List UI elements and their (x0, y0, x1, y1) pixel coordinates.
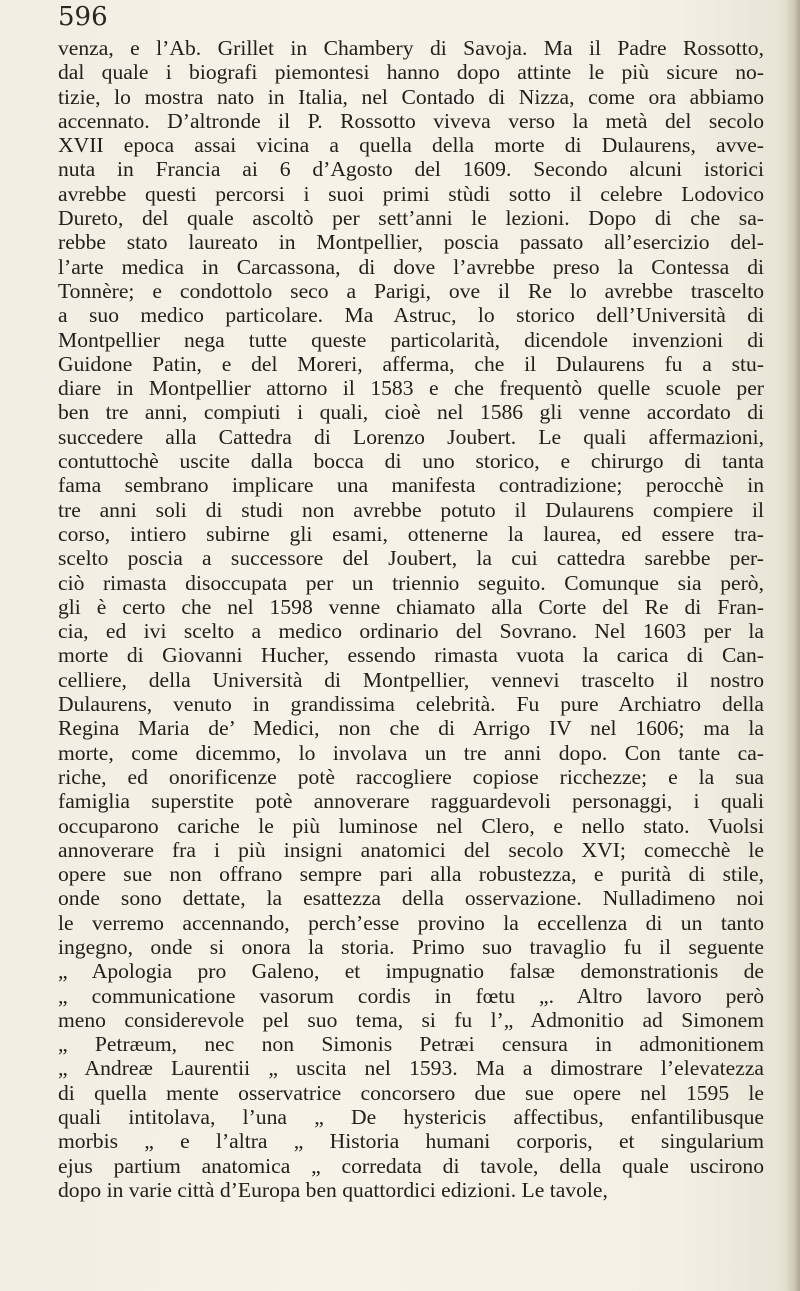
text-line: avrebbe questi percorsi i suoi primi stùdi sotto il celebre Lodovico (58, 181, 764, 206)
text-line: cia, ed ivi scelto a medico ordinario del Sovrano. Nel 1603 per la (58, 619, 764, 644)
text-line: opere sue non offrano sempre pari alla robustezza, e purità di stile, (58, 862, 764, 887)
text-line: Dureto, del quale ascoltò per sett’anni le lezioni. Dopo di che sa- (58, 206, 764, 231)
text-line: scelto poscia a successore del Joubert, la cui cattedra sarebbe per- (58, 546, 764, 571)
text-line: ejus partium anatomica „ corredata di tavole, della quale uscirono (58, 1153, 764, 1178)
text-line: Tonnère; e condottolo seco a Parigi, ove il Re lo avrebbe trascelto (58, 278, 764, 303)
text-line: ingegno, onde si onora la storia. Primo suo travaglio fu il seguente (58, 934, 764, 959)
text-line: nuta in Francia ai 6 d’Agosto del 1609. Secondo alcuni istorici (58, 157, 764, 182)
text-line: „ Apologia pro Galeno, et impugnatio falsæ demonstrationis de (58, 959, 764, 984)
text-line: Montpellier nega tutte queste particolarità, dicendole invenzioni di (58, 327, 764, 352)
text-line: fama sembrano implicare una manifesta contradizione; perocchè in (58, 473, 764, 498)
text-line: gli è certo che nel 1598 venne chiamato alla Corte del Re di Fran- (58, 594, 764, 619)
text-line: annoverare fra i più insigni anatomici del secolo XVI; comecchè le (58, 837, 764, 862)
text-line: dal quale i biografi piemontesi hanno dopo attinte le più sicure no- (58, 60, 764, 85)
text-line: diare in Montpellier attorno il 1583 e che frequentò quelle scuole per (58, 376, 764, 401)
page-number: 596 (58, 2, 108, 32)
text-line: l’arte medica in Carcassona, di dove l’avrebbe preso la Contessa di (58, 254, 764, 279)
text-line: famiglia superstite potè annoverare ragguardevoli personaggi, i quali (58, 789, 764, 814)
text-line: Dulaurens, venuto in grandissima celebrità. Fu pure Archiatro della (58, 692, 764, 717)
text-line: ciò rimasta disoccupata per un triennio seguito. Comunque sia però, (58, 570, 764, 595)
text-line: morte di Giovanni Hucher, essendo rimasta vuota la carica di Can- (58, 643, 764, 668)
text-line: le verremo accennando, perch’esse provino la eccellenza di un tanto (58, 910, 764, 935)
text-line: meno considerevole pel suo tema, si fu l’„ Admonitio ad Simonem (58, 1007, 764, 1032)
text-line: a suo medico particolare. Ma Astruc, lo storico dell’Università di (58, 303, 764, 328)
text-line: succedere alla Cattedra di Lorenzo Joubert. Le quali affermazioni, (58, 424, 764, 449)
text-line: riche, ed onorificenze potè raccogliere copiose ricchezze; e la sua (58, 764, 764, 789)
text-line: rebbe stato laureato in Montpellier, poscia passato all’esercizio del- (58, 230, 764, 255)
body-text (58, 36, 764, 1202)
text-line: „ communicatione vasorum cordis in fœtu „. Altro lavoro però (58, 983, 764, 1008)
text-line: „ Andreæ Laurentii „ uscita nel 1593. Ma a dimostrare l’elevatezza (58, 1056, 764, 1081)
text-line: Regina Maria de’ Medici, non che di Arrigo IV nel 1606; ma la (58, 716, 764, 741)
text-line: tre anni soli di studi non avrebbe potuto il Dulaurens compiere il (58, 497, 764, 522)
text-line: di quella mente osservatrice concorsero due sue opere nel 1595 le (58, 1080, 764, 1105)
text-line: ben tre anni, compiuti i quali, cioè nel 1586 gli venne accordato di (58, 400, 764, 425)
text-line: venza, e l’Ab. Grillet in Chambery di Savoja. Ma il Padre Rossotto, (58, 36, 764, 60)
text-line: accennato. D’altronde il P. Rossotto viveva verso la metà del secolo (58, 108, 764, 133)
page-edge-shadow (786, 0, 800, 1291)
text-line: tizie, lo mostra nato in Italia, nel Contado di Nizza, come ora abbiamo (58, 84, 764, 109)
text-line: Guidone Patin, e del Moreri, afferma, che il Dulaurens fu a stu- (58, 351, 764, 376)
text-line: occuparono cariche le più luminose nel Clero, e nello stato. Vuolsi (58, 813, 764, 838)
text-line: dopo in varie città d’Europa ben quattordici edizioni. Le tavole, (58, 1177, 608, 1202)
text-line: celliere, della Università di Montpellier, vennevi trascelto il nostro (58, 667, 764, 692)
text-line: morbis „ e l’altra „ Historia humani corporis, et singularium (58, 1129, 764, 1154)
text-line: „ Petræum, nec non Simonis Petræi censura in admonitionem (58, 1032, 764, 1057)
text-line: morte, come dicemmo, lo involava un tre anni dopo. Con tante ca- (58, 740, 764, 765)
text-line: contuttochè uscite dalla bocca di uno storico, e chirurgo di tanta (58, 449, 764, 474)
text-line: XVII epoca assai vicina a quella della morte di Dulaurens, avve- (58, 133, 764, 158)
text-line: corso, intiero subirne gli esami, ottenerne la laurea, ed essere tra- (58, 521, 764, 546)
text-line: onde sono dettate, la esattezza della osservazione. Nulladimeno noi (58, 886, 764, 911)
text-line: quali intitolava, l’una „ De hystericis affectibus, enfantilibusque (58, 1105, 764, 1130)
